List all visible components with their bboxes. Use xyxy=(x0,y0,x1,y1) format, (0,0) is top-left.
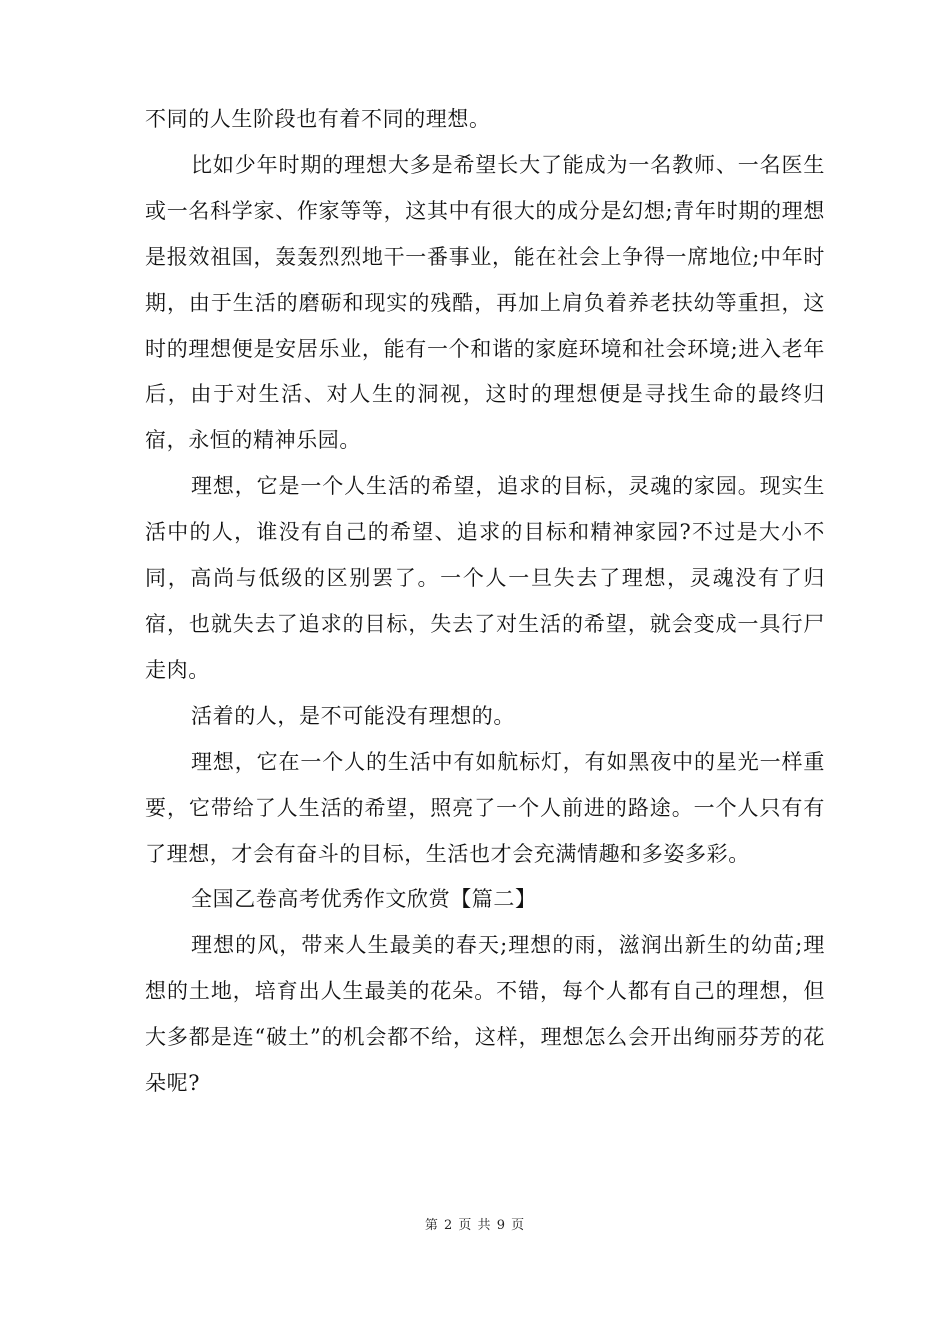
paragraph: 理想的风，带来人生最美的春天;理想的雨，滋润出新生的幼苗;理想的土地，培育出人生最美的花朵。不错，每个人都有自己的理想，但大多都是连“破土”的机会都不给，这样，理想怎么会开出绚丽芬芳的花朵呢? xyxy=(145,933,825,1096)
document-body xyxy=(145,97,825,1107)
page-number: 第 2 页 共 9 页 xyxy=(424,1218,526,1233)
paragraph: 活着的人，是不可能没有理想的。 xyxy=(191,703,515,728)
paragraph: 理想，它在一个人的生活中有如航标灯，有如黑夜中的星光一样重要，它带给了人生活的希望，照亮了一个人前进的路途。一个人只有有了理想，才会有奋斗的目标，生活也才会充满情趣和多姿多彩。 xyxy=(145,749,825,866)
paragraph: 比如少年时期的理想大多是希望长大了能成为一名教师、一名医生或一名科学家、作家等等，这其中有很大的成分是幻想;青年时期的理想是报效祖国，轰轰烈烈地干一番事业，能在社会上争得一席地位;中年时期，由于生活的磨砺和现实的残酷，再加上肩负着养老扶幼等重担，这时的理想便是安居乐业，能有一个和谐的家庭环境和社会环境;进入老年后，由于对生活、对人生的洞视，这时的理想便是寻找生命的最终归宿，永恒的精神乐园。 xyxy=(145,152,825,453)
paragraph: 不同的人生阶段也有着不同的理想。 xyxy=(145,107,491,131)
paragraph: 理想，它是一个人生活的希望，追求的目标，灵魂的家园。现实生活中的人，谁没有自己的希望、追求的目标和精神家园?不过是大小不同，高尚与低级的区别罢了。一个人一旦失去了理想，灵魂没有了归宿，也就失去了追求的目标，失去了对生活的希望，就会变成一具行尸走肉。 xyxy=(145,474,825,682)
section-heading: 全国乙卷高考优秀作文欣赏【篇二】 xyxy=(191,887,537,912)
